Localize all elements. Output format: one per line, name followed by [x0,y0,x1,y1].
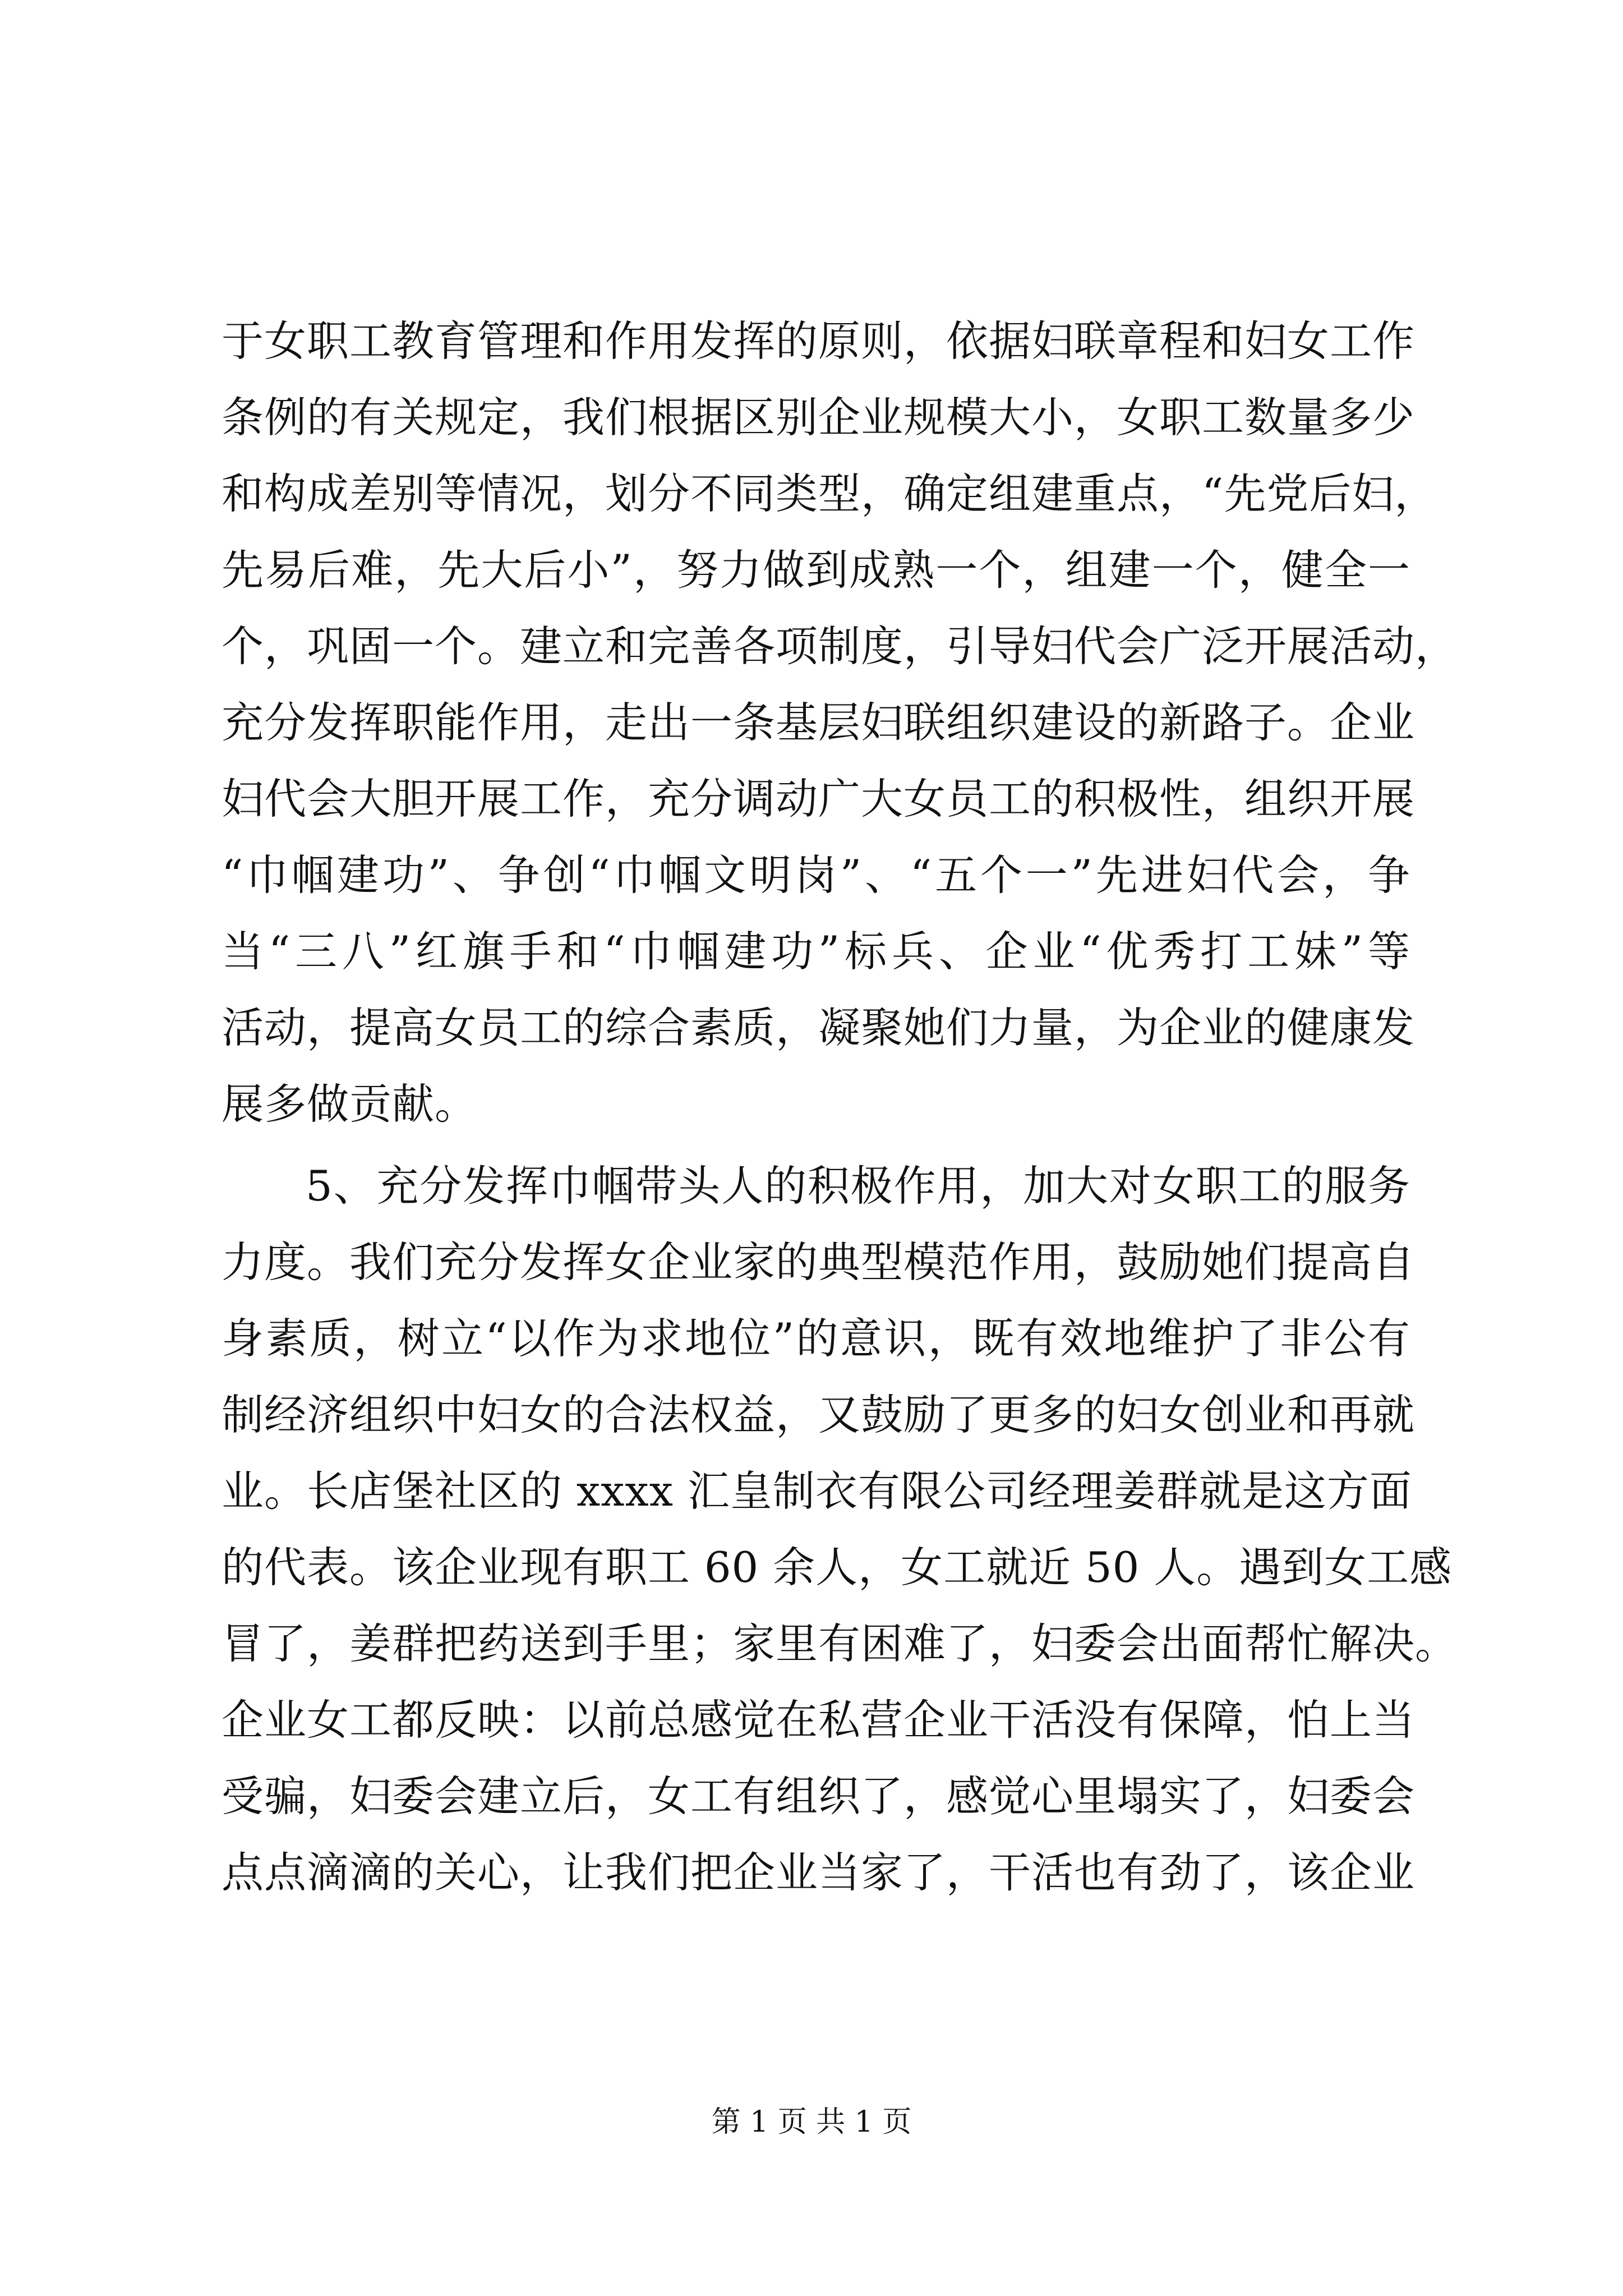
paragraph-line: 充分发挥职能作用，走出一条基层妇联组织建设的新路子。企业 [222,698,1415,747]
paragraph-line: 先易后难，先大后小”，努力做到成熟一个，组建一个，健全一 [222,545,1410,595]
paragraph-line: “巾帼建功”、争创“巾帼文明岗”、“五个一”先进妇代会，争 [222,850,1410,900]
paragraph-line: 活动，提高女员工的综合素质，凝聚她们力量，为企业的健康发 [222,1003,1415,1052]
paragraph-line: 条例的有关规定，我们根据区别企业规模大小，女职工数量多少 [222,393,1415,442]
paragraph-line: 业。长店堡社区的 xxxx 汇皇制衣有限公司经理姜群就是这方面 [222,1466,1412,1516]
paragraph-spacer [222,1142,1410,1148]
paragraph-line: 制经济组织中妇女的合法权益，又鼓励了更多的妇女创业和再就 [222,1390,1415,1439]
paragraph-line: 受骗，妇委会建立后，女工有组织了，感觉心里塌实了，妇委会 [222,1772,1415,1821]
paragraph-line: 企业女工都反映：以前总感觉在私营企业干活没有保障，怕上当 [222,1695,1415,1745]
paragraph-line: 于女职工教育管理和作用发挥的原则，依据妇联章程和妇女工作 [222,316,1415,366]
paragraph-line: 的代表。该企业现有职工 60 余人，女工就近 50 人。遇到女工感 [222,1543,1453,1592]
paragraph-2 [222,1148,1458,1911]
page-number-label: 第 1 页 共 1 页 [711,2105,912,2139]
paragraph-line: 冒了，姜群把药送到手里；家里有困难了，妇委会出面帮忙解决。 [222,1619,1458,1668]
page-footer [0,2098,1623,2140]
paragraph-line: 点点滴滴的关心，让我们把企业当家了，干活也有劲了，该企业 [222,1848,1415,1897]
paragraph-line: 5、充分发挥巾帼带头人的积极作用，加大对女职工的服务 [306,1161,1410,1211]
paragraph-line: 身素质，树立“以作为求地位”的意识，既有效地维护了非公有 [222,1314,1410,1363]
paragraph-line: 个，巩固一个。建立和完善各项制度，引导妇代会广泛开展活动， [222,622,1458,671]
paragraph-line: 展多做贡献。 [222,1079,478,1129]
document-body [222,303,1458,1911]
paragraph-line: 和构成差别等情况，划分不同类型，确定组建重点，“先党后妇， [222,469,1437,518]
paragraph-line: 当“三八”红旗手和“巾帼建功”标兵、企业“优秀打工妹”等 [222,927,1410,976]
paragraph-line: 妇代会大胆开展工作，充分调动广大女员工的积极性，组织开展 [222,774,1415,823]
paragraph-line: 力度。我们充分发挥女企业家的典型模范作用，鼓励她们提高自 [222,1237,1415,1287]
paragraph-1 [222,303,1458,1142]
